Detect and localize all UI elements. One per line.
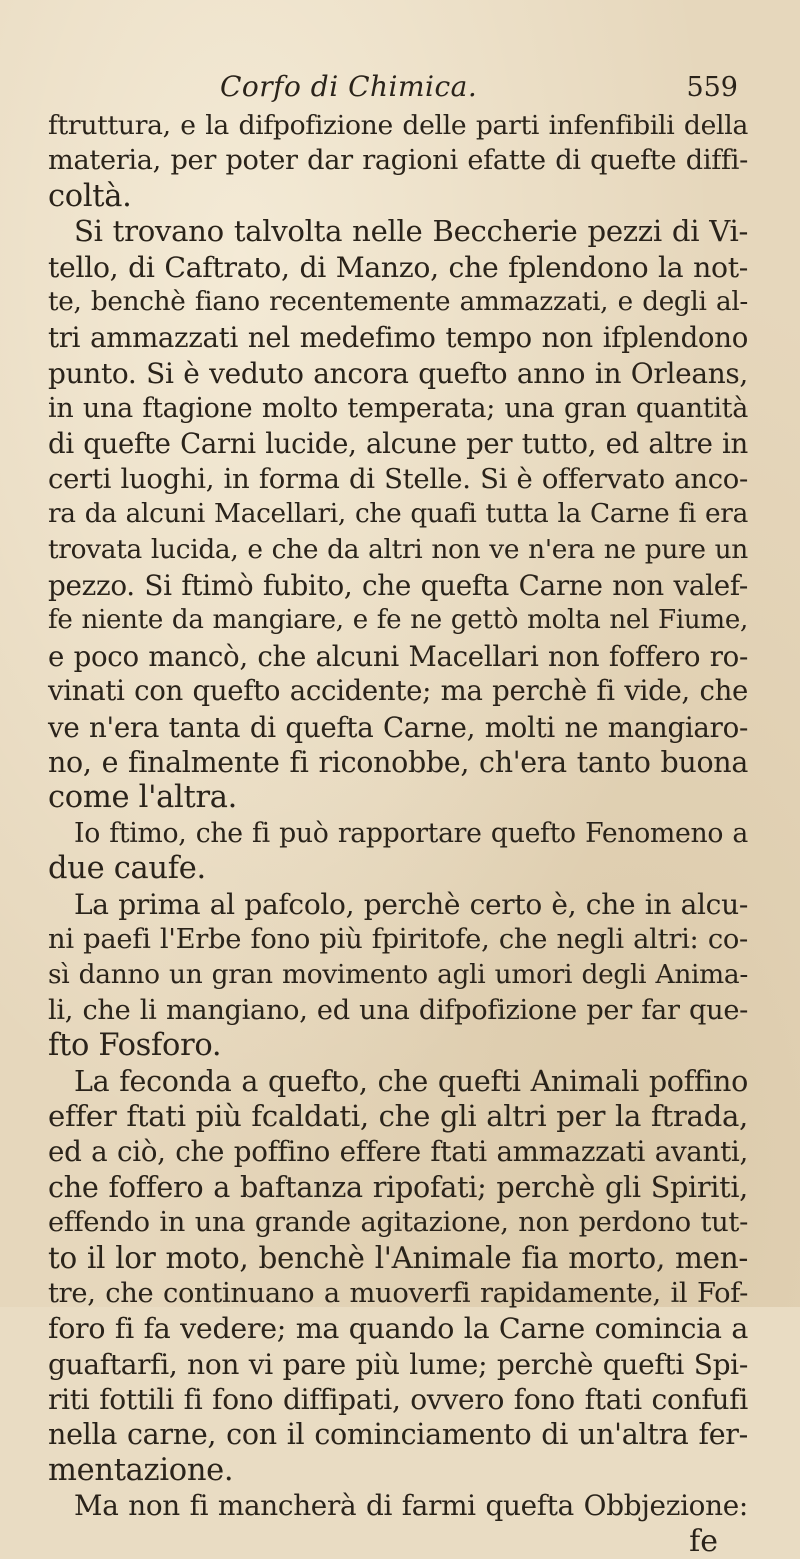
text-line: trovata lucida, e che da altri non ve n'era ne pure un [48,534,748,565]
paragraph-start: La prima al pafcolo, perchè certo è, che in alcu- [74,887,748,921]
text-line: sì danno un gran movimento agli umori degli Anima- [48,959,748,991]
text-line: to il lor moto, benchè l'Animale fia morto, men- [48,1240,748,1275]
text-line: vinati con quefto accidente; ma perchè fi vide, che [48,675,748,708]
text-line: ra da alcuni Macellari, che quafi tutta la Carne fi era [48,499,748,530]
text-line: effendo in una grande agitazione, non perdono tut- [48,1207,748,1239]
text-line: tri ammazzati nel medefimo tempo non ifplendono [48,321,748,355]
text-line: guaftarfi, non vi pare più lume; perchè quefti Spi- [48,1347,748,1381]
text-line: fto Fosforo. [48,1028,222,1064]
text-line: di quefte Carni lucide, alcune per tutto, ed altre in [48,427,748,460]
page-header [48,70,738,110]
body-text [48,108,748,1559]
text-line: ve n'era tanta di quefta Carne, molti ne mangiaro- [48,710,748,744]
text-line: ni paefi l'Erbe fono più fpiritofe, che negli altri: co- [48,923,748,955]
text-line: no, e finalmente fi riconobbe, ch'era tanto buona [48,746,748,780]
text-line: li, che li mangiano, ed una difpofizione per far que- [48,994,748,1026]
text-line: due caufe. [48,851,206,887]
text-line: certi luoghi, in forma di Stelle. Si è offervato anco- [48,463,748,495]
paragraph-start: La feconda a quefto, che quefti Animali poffino [74,1064,748,1098]
catchword: fe [689,1523,718,1559]
paragraph-start: Si trovano talvolta nelle Beccherie pezzi di Vi- [74,214,748,249]
text-line: tre, che continuano a muoverfi rapidamente, il Fof- [48,1277,748,1309]
paragraph-start: Io ftimo, che fi può rapportare quefto Fenomeno a [74,817,748,849]
text-line: riti fottili fi fono diffipati, ovvero fono ftati confufi [48,1383,748,1417]
text-line: materia, per poter dar ragioni efatte di quefte diffi- [48,145,748,177]
paragraph-start: Ma non fi mancherà di farmi quefta Obbjezione: [74,1489,748,1523]
page-number: 559 [686,72,738,103]
text-line: fe niente da mangiare, e fe ne gettò molta nel Fiume, [48,605,748,636]
text-line: e poco mancò, che alcuni Macellari non foffero ro- [48,639,748,673]
text-line: effer ftati più fcaldati, che gli altri per la ftrada, [48,1098,748,1133]
text-line: in una ftagione molto temperata; una gran quantità [48,393,748,425]
text-line: punto. Si è veduto ancora quefto anno in Orleans, [48,356,748,390]
text-line: te, benchè fiano recentemente ammazzati, e degli al- [48,286,748,317]
text-line: pezzo. Si ftimò fubito, che quefta Carne non valef- [48,569,748,603]
text-line: tello, di Caftrato, di Manzo, che fplendono la not- [48,250,748,284]
text-line: nella carne, con il cominciamento di un'altra fer- [48,1417,748,1452]
text-line: ed a ciò, che poffino effere ftati ammazzati avanti, [48,1135,748,1169]
text-line: ftruttura, e la difpofizione delle parti infenfibili della [48,110,748,141]
text-line: coltà. [48,178,132,214]
running-head: Corfo di Chimica. [220,70,478,103]
text-line: foro fi fa vedere; ma quando la Carne comincia a [48,1312,748,1346]
text-line: che foffero a baftanza ripofati; perchè gli Spiriti, [48,1169,748,1204]
text-line: come l'altra. [48,780,238,816]
text-line: mentazione. [48,1452,234,1488]
